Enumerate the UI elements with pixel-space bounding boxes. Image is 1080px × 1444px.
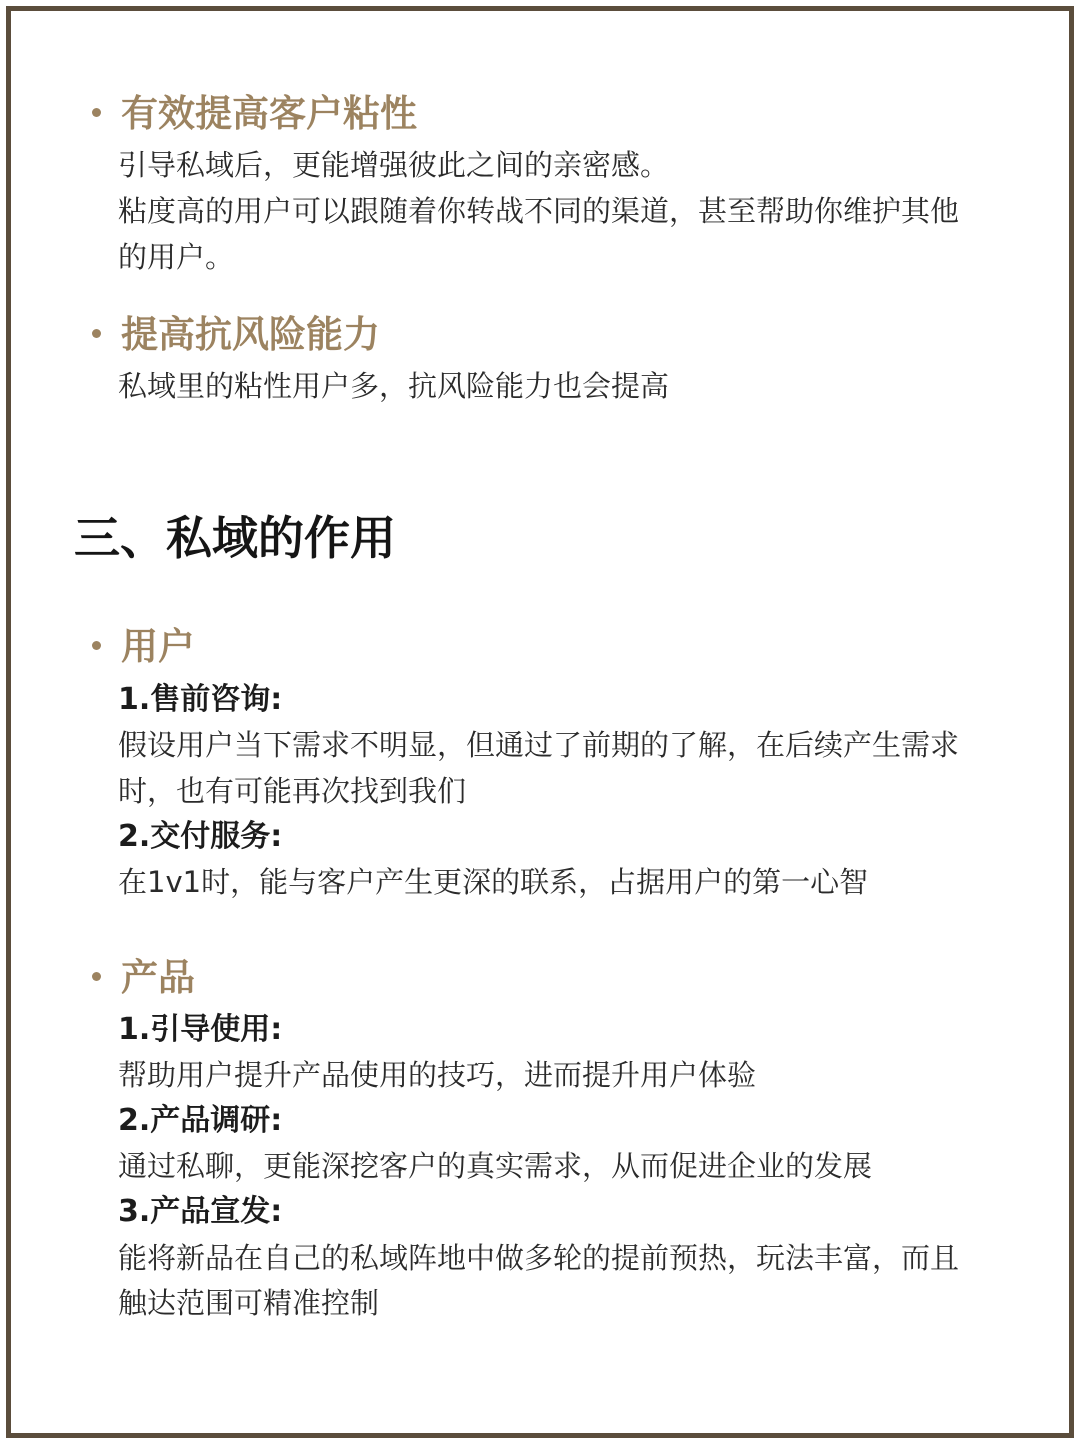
bullet-title-text: 有效提高客户粘性 <box>121 92 417 135</box>
body-line: 粘度高的用户可以跟随着你转战不同的渠道，甚至帮助你维护其他 <box>118 194 960 228</box>
bullet-title-text: 提高抗风险能力 <box>121 313 380 356</box>
body-line: 私域里的粘性用户多，抗风险能力也会提高 <box>118 369 670 403</box>
bullet-title-text: 用户 <box>121 625 195 668</box>
body-line: 的用户。 <box>118 240 235 274</box>
bullet-title-text: 产品 <box>121 956 195 999</box>
bullet-title-customer-stickiness <box>92 89 417 139</box>
section-title: 三、私域的作用 <box>74 511 396 565</box>
bullet-dot-icon <box>92 972 101 981</box>
body-line: 能将新品在自己的私域阵地中做多轮的提前预热，玩法丰富，而且 <box>118 1241 960 1275</box>
body-line: 时，也有可能再次找到我们 <box>118 774 467 808</box>
body-line: 触达范围可精准控制 <box>118 1286 380 1320</box>
bullet-dot-icon <box>92 108 101 117</box>
sub-heading: 3.产品宣发: <box>118 1194 283 1229</box>
sub-heading: 1.引导使用: <box>118 1012 283 1047</box>
body-line: 帮助用户提升产品使用的技巧，进而提升用户体验 <box>118 1058 757 1092</box>
body-line: 通过私聊，更能深挖客户的真实需求，从而促进企业的发展 <box>118 1149 873 1183</box>
body-line: 引导私域后，更能增强彼此之间的亲密感。 <box>118 148 670 182</box>
bullet-dot-icon <box>92 329 101 338</box>
body-line: 假设用户当下需求不明显，但通过了前期的了解，在后续产生需求 <box>118 728 960 762</box>
bullet-title-product <box>92 953 195 1003</box>
sub-heading: 2.交付服务: <box>118 819 283 854</box>
body-line: 在1v1时，能与客户产生更深的联系，占据用户的第一心智 <box>118 865 869 899</box>
bullet-title-user <box>92 622 195 672</box>
sub-heading: 1.售前咨询: <box>118 682 283 717</box>
sub-heading: 2.产品调研: <box>118 1103 283 1138</box>
bullet-dot-icon <box>92 641 101 650</box>
bullet-title-risk-resistance <box>92 310 380 360</box>
